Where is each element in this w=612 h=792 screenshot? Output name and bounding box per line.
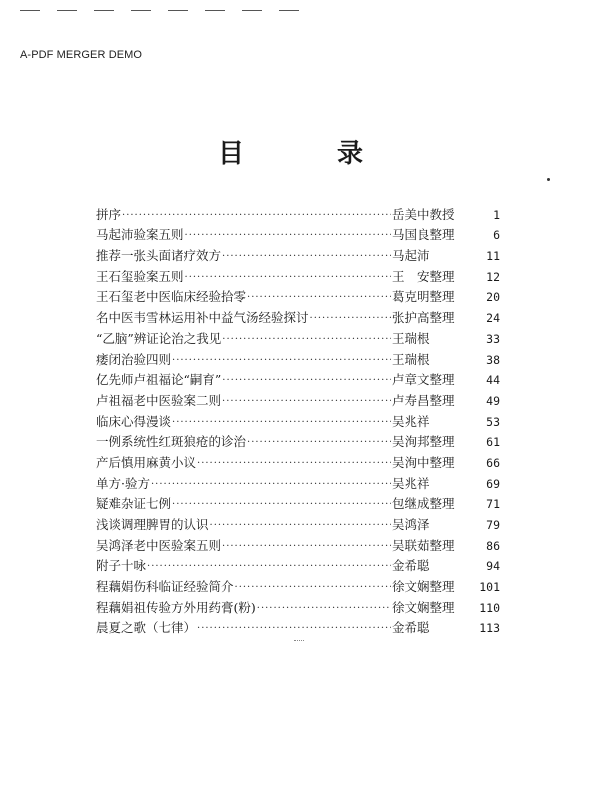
toc-entry[interactable] [96,491,500,512]
toc-leader-dots [147,561,391,573]
toc-entry[interactable] [96,429,500,450]
toc-leader-dots [222,396,391,408]
toc-entry-author: 卢章文整理 [392,372,455,388]
toc-entry-page: 71 [486,497,500,512]
dash [131,10,151,11]
toc-entry-page: 79 [486,518,500,532]
toc-entry[interactable] [96,263,500,284]
toc-entry-author: 岳美中教授 [392,206,455,222]
toc-entry[interactable] [96,222,500,243]
toc-leader-dots [222,334,391,346]
toc-entry-author: 徐文娴整理 [392,599,455,615]
toc-entry-title: 吴鸿泽老中医验案五则 [96,537,222,553]
toc-entry[interactable] [96,325,500,346]
toc-entry-title: 名中医韦雪林运用补中益气汤经验探讨 [96,310,309,326]
toc-leader-dots [185,272,391,284]
dash [242,10,262,11]
dash [94,10,114,11]
toc-entry-title: 程藕娟伤科临证经验简介 [96,579,234,595]
toc-entry-page: 61 [486,435,500,450]
toc-leader-dots [222,251,391,263]
toc-leader-dots [122,210,391,222]
toc-entry-page: 86 [486,538,500,553]
toc-entry-author: 葛克明整理 [392,289,455,305]
toc-entry-title: 卢祖福老中医验案二则 [96,392,222,408]
toc-leader-dots [247,437,391,449]
toc-entry[interactable] [96,284,500,305]
toc-entry[interactable] [96,615,500,636]
toc-entry-title: 单方·验方 [96,475,150,491]
toc-entry-author: 王瑞根 [392,330,430,346]
toc-entry[interactable] [96,449,500,470]
toc-entry[interactable] [96,594,500,615]
toc-entry-author: 包继成整理 [392,496,455,512]
dash [205,10,225,11]
toc-entry-page: 11 [486,249,500,264]
toc-entry-title: 推荐一张头面诸疗效方 [96,248,222,264]
toc-leader-dots [172,499,391,511]
toc-entry-page: 94 [486,559,500,574]
toc-entry-author: 王 安整理 [392,268,455,284]
toc-entry[interactable] [96,573,500,594]
dash [168,10,188,11]
toc-leader-dots [197,458,391,470]
toc-entry-author: 吴鸿泽 [392,517,430,532]
toc-leader-dots [185,230,391,242]
scan-speck [547,178,550,181]
toc-entry-title: 疑难杂证七例 [96,496,172,512]
toc-entry-author: 王瑞根 [392,351,430,367]
toc-entry-title: 临床心得漫谈 [96,413,172,429]
toc-entry[interactable] [96,387,500,408]
table-of-contents [96,201,500,635]
toc-leader-dots [151,479,391,491]
toc-entry-page: 113 [479,621,500,636]
dash [279,10,299,11]
toc-entry-title: 晨夏之歌（七律） [96,620,197,636]
toc-entry-author: 金希聪 [392,558,430,574]
toc-entry-author: 吴联茹整理 [392,537,455,553]
toc-entry[interactable] [96,304,500,325]
toc-entry-page: 38 [486,352,500,367]
toc-entry-page: 33 [486,331,500,346]
toc-entry-author: 马国良整理 [392,227,455,243]
toc-entry[interactable] [96,346,500,367]
toc-leader-dots [247,292,391,304]
toc-leader-dots [172,355,391,367]
toc-leader-dots [210,520,391,532]
toc-entry-page: 6 [493,228,500,243]
toc-entry-title: 痿闭治验四则 [96,351,172,367]
toc-entry-author: 卢寿昌整理 [392,392,455,408]
toc-entry-page: 20 [486,290,500,305]
toc-entry-title: 拼序 [96,206,122,222]
toc-entry-title: 产后慎用麻黄小议 [96,454,197,470]
toc-entry-author: 吴兆祥 [392,475,430,491]
toc-entry[interactable] [96,367,500,388]
toc-entry-author: 徐文娴整理 [392,579,455,595]
toc-leader-dots [257,603,391,615]
dash [20,10,40,11]
toc-entry[interactable] [96,408,500,429]
toc-entry-author: 金希聪 [392,620,430,636]
toc-entry[interactable] [96,242,500,263]
toc-entry-author: 张护高整理 [392,310,455,326]
toc-entry-page: 53 [486,414,500,429]
header-dash-rule [20,10,299,11]
toc-leader-dots [197,623,391,635]
toc-entry-page: 101 [479,580,500,595]
toc-entry-title: 王石玺验案五则 [96,268,184,284]
toc-entry-page: 69 [486,476,500,491]
toc-entry-page: 24 [486,311,500,326]
dash [57,10,77,11]
toc-entry[interactable] [96,511,500,532]
toc-entry-title: 王石玺老中医临床经验拾零 [96,289,247,305]
toc-entry-title: “乙脑”辨证论治之我见 [96,330,222,346]
toc-entry-page: 110 [479,600,500,615]
toc-entry[interactable] [96,470,500,491]
toc-entry-author: 吴洵中整理 [392,454,455,470]
toc-entry-title: 附子十咏 [96,558,147,574]
toc-entry[interactable] [96,553,500,574]
toc-entry[interactable] [96,532,500,553]
toc-entry-page: 12 [486,269,500,284]
toc-entry-author: 吴洵邦整理 [392,434,455,450]
toc-entry-title: 浅谈调理脾胃的认识 [96,517,209,532]
scan-mark [294,640,304,641]
toc-entry-page: 44 [486,373,500,388]
page-title [0,133,612,167]
toc-entry-page: 1 [493,207,500,222]
toc-entry-page: 49 [486,393,500,408]
toc-leader-dots [222,375,391,387]
toc-leader-dots [222,541,391,553]
title-char-1: 目 [218,139,245,169]
toc-entry-title: 马起沛验案五则 [96,227,184,243]
toc-leader-dots [310,313,391,325]
toc-entry[interactable] [96,201,500,222]
toc-leader-dots [172,417,391,429]
toc-entry-author: 马起沛 [392,248,430,264]
toc-entry-author: 吴兆祥 [392,413,430,429]
toc-entry-page: 66 [486,455,500,470]
toc-entry-title: 亿先师卢祖福论“嗣育” [96,372,222,388]
toc-entry-title: 一例系统性红斑狼疮的诊治 [96,434,247,450]
toc-leader-dots [235,582,391,594]
watermark-text: A-PDF MERGER DEMO [20,49,143,61]
title-char-2: 录 [337,139,364,169]
toc-entry-title: 程藕娟祖传验方外用药膏(粉) [96,599,256,615]
